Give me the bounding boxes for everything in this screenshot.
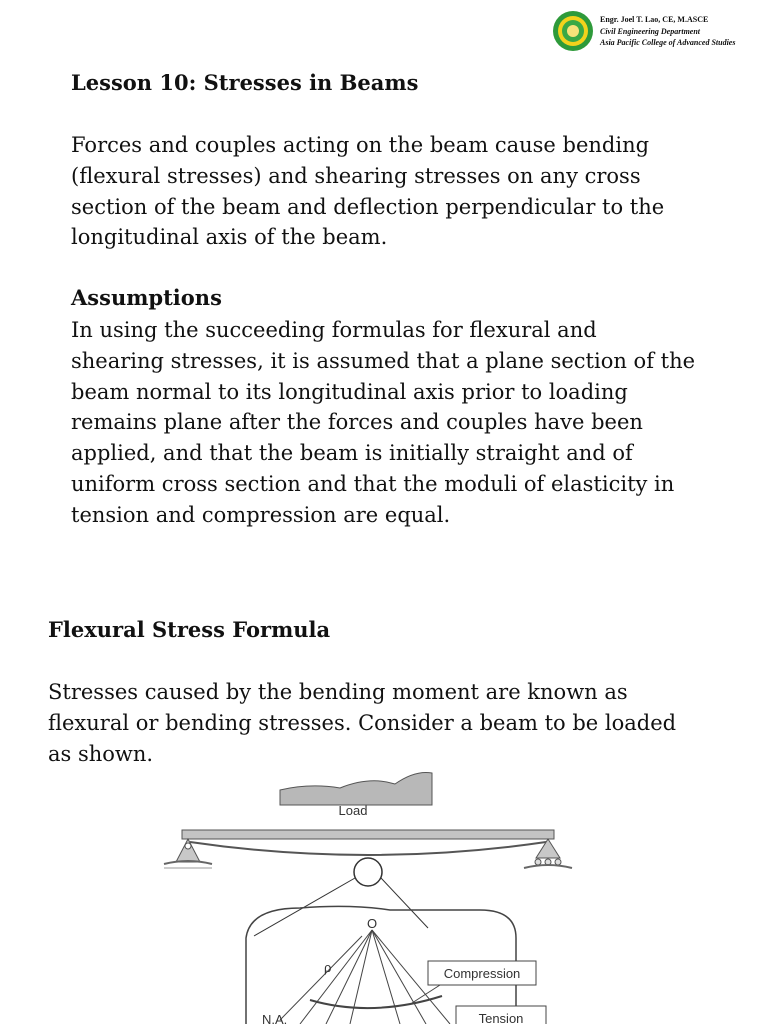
text-line: tension and compression are equal. (71, 502, 451, 527)
assumptions-paragraph (71, 315, 695, 531)
beam-diagram (150, 768, 580, 1024)
tension-label: Tension (478, 1011, 524, 1024)
flexural-heading: Flexural Stress Formula (48, 617, 331, 642)
text-line: section of the beam and deflection perpendicular to the (71, 194, 665, 219)
radius-label: ρ (324, 960, 332, 975)
lesson-title: Lesson 10: Stresses in Beams (71, 70, 419, 95)
text-line: remains plane after the forces and couples have been (71, 410, 643, 435)
header-department: Civil Engineering Department (600, 26, 701, 36)
beam-bending-figure (150, 768, 580, 1024)
header-author: Engr. Joel T. Lao, CE, M.ASCE (600, 15, 709, 24)
text-line: In using the succeeding formulas for flexural and (71, 318, 597, 342)
neutral-axis-label: N.A. (262, 1012, 288, 1024)
header-credits (600, 14, 735, 49)
compression-fiber (310, 996, 442, 1008)
college-seal-icon (552, 10, 594, 52)
text-line: Stresses caused by the bending moment are known as (48, 680, 628, 704)
text-line: beam normal to its longitudinal axis prior to loading (71, 379, 628, 404)
center-label: O (366, 916, 378, 931)
beam (182, 830, 554, 839)
detail-circle (354, 858, 382, 886)
compression-label: Compression (443, 966, 521, 981)
header-college: Asia Pacific College of Advanced Studies (600, 38, 736, 47)
load-block (280, 772, 432, 805)
text-line: as shown. (48, 741, 154, 766)
intro-paragraph (71, 130, 664, 253)
page-header (552, 10, 766, 54)
text-line: (flexural stresses) and shearing stresses on any cross (71, 163, 641, 188)
assumptions-heading: Assumptions (71, 285, 222, 310)
text-line: applied, and that the beam is initially straight and of (71, 441, 633, 466)
text-line: shearing stresses, it is assumed that a plane section of the (71, 348, 696, 373)
text-line: Forces and couples acting on the beam cause bending (71, 133, 650, 157)
text-line: uniform cross section and that the moduli of elasticity in (71, 471, 675, 496)
flexural-paragraph (48, 677, 676, 769)
text-line: longitudinal axis of the beam. (71, 225, 388, 250)
beam-deflection-curve (190, 842, 546, 855)
load-label: Load (338, 803, 368, 818)
text-line: flexural or bending stresses. Consider a beam to be loaded (48, 710, 677, 735)
